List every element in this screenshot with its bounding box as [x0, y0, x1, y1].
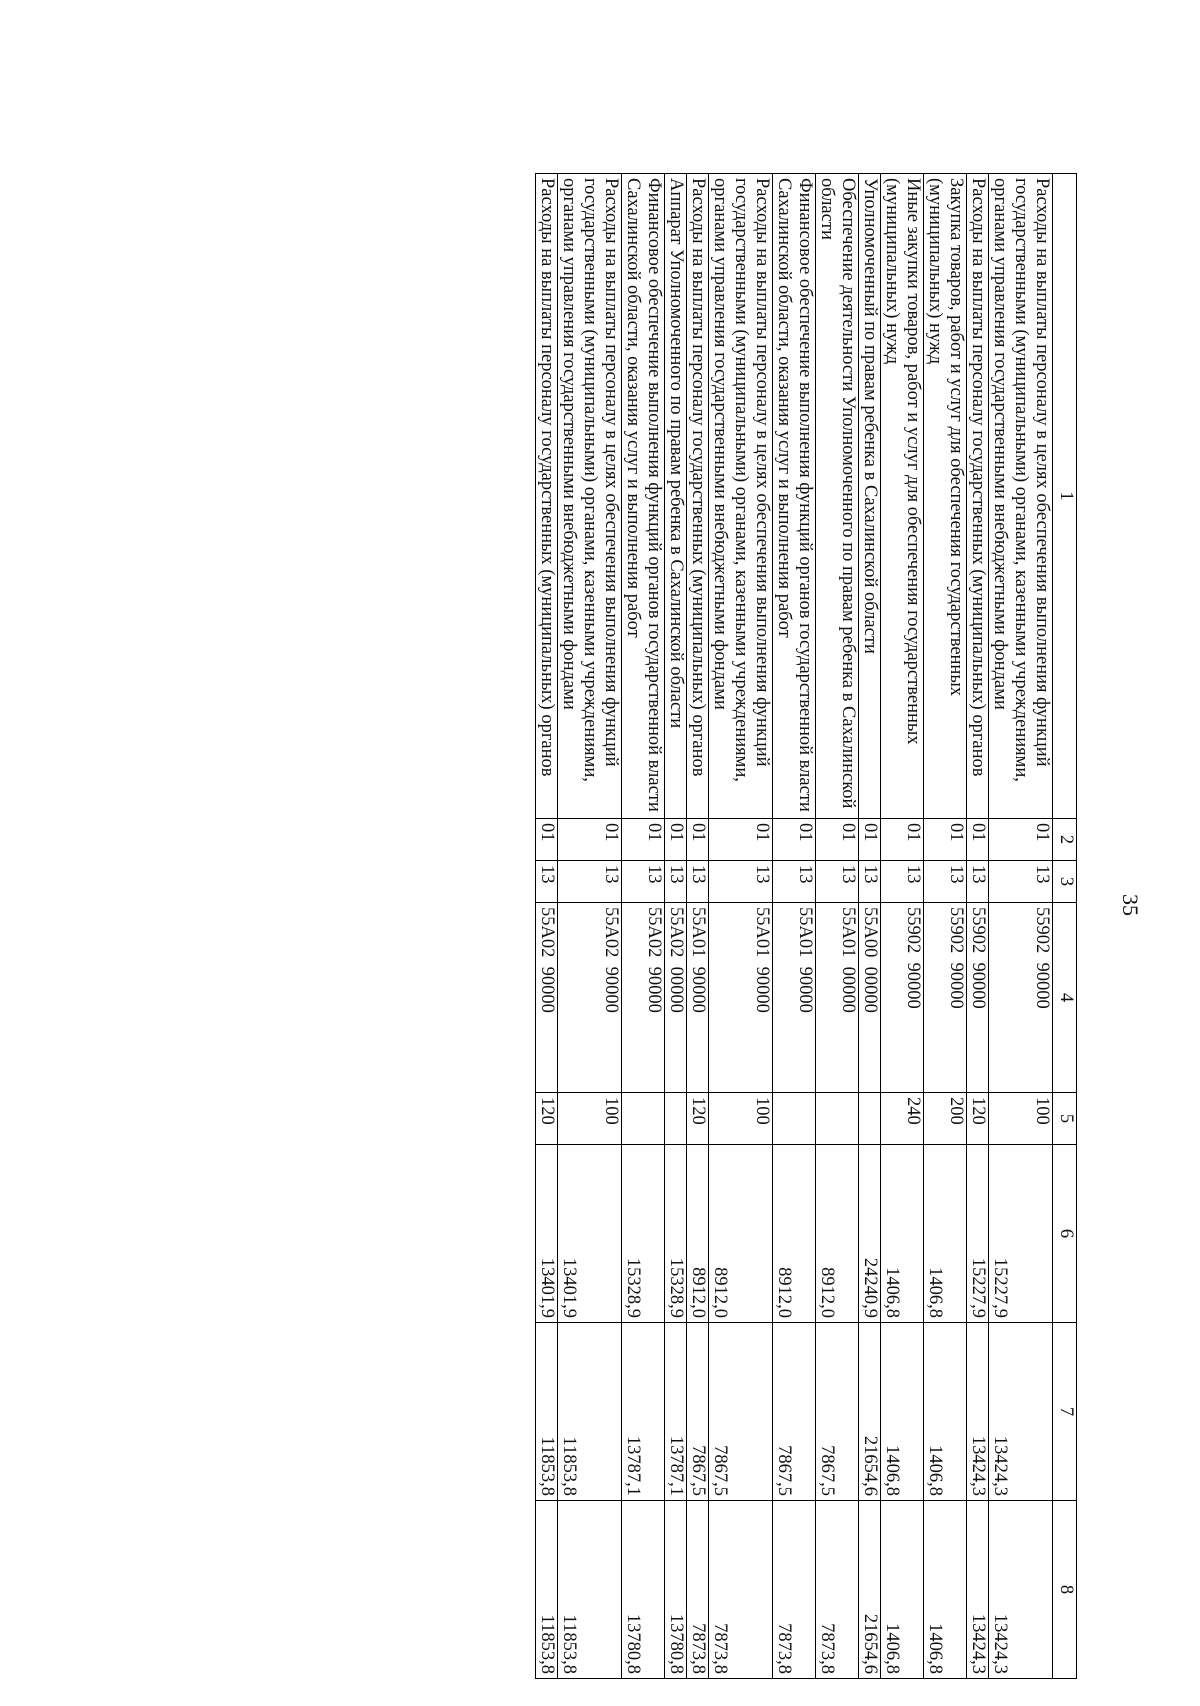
- expense-name-cell: Уполномоченный по правам ребенка в Сахалинской области: [859, 174, 881, 819]
- subsection-code-cell: 13: [881, 861, 924, 903]
- amount-col8-cell: 21654,6: [859, 1501, 881, 1679]
- section-code-cell: 01: [773, 819, 816, 861]
- subsection-code-cell: 13: [709, 861, 773, 903]
- amount-col8-cell: 13780,8: [622, 1501, 665, 1679]
- amount-col8-cell: 1406,8: [881, 1501, 924, 1679]
- column-header: 4: [1053, 903, 1077, 1093]
- section-code-cell: 01: [558, 819, 622, 861]
- section-code-cell: 01: [924, 819, 967, 861]
- subsection-code-cell: 13: [665, 861, 687, 903]
- section-code-cell: 01: [687, 819, 709, 861]
- column-header: 3: [1053, 861, 1077, 903]
- amount-col7-cell: 7867,5: [687, 1323, 709, 1501]
- expense-name-cell: Обеспечение деятельности Уполномоченного по правам ребенка в Сахалинской области: [816, 174, 859, 819]
- amount-col6-cell: 15227,9: [989, 1145, 1053, 1323]
- target-article-cell: 55902 90000: [967, 903, 989, 1093]
- amount-col6-cell: 13401,9: [536, 1145, 558, 1323]
- section-code-cell: 01: [989, 819, 1053, 861]
- amount-col8-cell: 7873,8: [773, 1501, 816, 1679]
- table-row: [622, 174, 665, 1679]
- budget-table-rotated: [247, 173, 1077, 1678]
- amount-col7-cell: 7867,5: [709, 1323, 773, 1501]
- expense-name-cell: Расходы на выплаты персоналу в целях обеспечения выполнения функций государственными (муниципальными) органами, казенными учреждениями, органами управления государственными внебюджетными фондами: [709, 174, 773, 819]
- amount-col6-cell: 8912,0: [773, 1145, 816, 1323]
- table-row: [773, 174, 816, 1679]
- expense-type-cell: [622, 1093, 665, 1145]
- amount-col7-cell: 7867,5: [816, 1323, 859, 1501]
- expense-type-cell: 120: [687, 1093, 709, 1145]
- table-row: [989, 174, 1053, 1679]
- expense-type-cell: 200: [924, 1093, 967, 1145]
- target-article-cell: 55902 90000: [989, 903, 1053, 1093]
- section-code-cell: 01: [622, 819, 665, 861]
- amount-col6-cell: 15328,9: [622, 1145, 665, 1323]
- expense-name-cell: Расходы на выплаты персоналу государственных (муниципальных) органов: [536, 174, 558, 819]
- expense-type-cell: [665, 1093, 687, 1145]
- expense-name-cell: Расходы на выплаты персоналу государственных (муниципальных) органов: [687, 174, 709, 819]
- expense-type-cell: 120: [536, 1093, 558, 1145]
- amount-col6-cell: 15328,9: [665, 1145, 687, 1323]
- expense-name-cell: Расходы на выплаты персоналу в целях обеспечения выполнения функций государственными (муниципальными) органами, казенными учреждениями, органами управления государственными внебюджетными фондами: [989, 174, 1053, 819]
- amount-col7-cell: 13787,1: [665, 1323, 687, 1501]
- amount-col8-cell: 11853,8: [558, 1501, 622, 1679]
- target-article-cell: 55А01 00000: [816, 903, 859, 1093]
- target-article-cell: 55А00 00000: [859, 903, 881, 1093]
- expense-name-cell: Иные закупки товаров, работ и услуг для обеспечения государственных (муниципальных) нужд: [881, 174, 924, 819]
- table-row: [536, 174, 558, 1679]
- amount-col7-cell: 13787,1: [622, 1323, 665, 1501]
- table-row: [816, 174, 859, 1679]
- table-row: [558, 174, 622, 1679]
- amount-col6-cell: 8912,0: [687, 1145, 709, 1323]
- amount-col8-cell: 7873,8: [816, 1501, 859, 1679]
- amount-col8-cell: 13780,8: [665, 1501, 687, 1679]
- amount-col7-cell: 13424,3: [989, 1323, 1053, 1501]
- budget-table: [535, 173, 1077, 1679]
- subsection-code-cell: 13: [967, 861, 989, 903]
- amount-col8-cell: 7873,8: [709, 1501, 773, 1679]
- subsection-code-cell: 13: [924, 861, 967, 903]
- amount-col6-cell: 8912,0: [816, 1145, 859, 1323]
- subsection-code-cell: 13: [859, 861, 881, 903]
- amount-col7-cell: 13424,3: [967, 1323, 989, 1501]
- section-code-cell: 01: [967, 819, 989, 861]
- subsection-code-cell: 13: [558, 861, 622, 903]
- amount-col6-cell: 13401,9: [558, 1145, 622, 1323]
- subsection-code-cell: 13: [536, 861, 558, 903]
- expense-type-cell: 100: [709, 1093, 773, 1145]
- section-code-cell: 01: [859, 819, 881, 861]
- expense-name-cell: Финансовое обеспечение выполнения функций органов государственной власти Сахалинской области, оказания услуг и выполнения работ: [773, 174, 816, 819]
- subsection-code-cell: 13: [622, 861, 665, 903]
- amount-col7-cell: 11853,8: [536, 1323, 558, 1501]
- amount-col7-cell: 1406,8: [924, 1323, 967, 1501]
- amount-col6-cell: 1406,8: [924, 1145, 967, 1323]
- expense-name-cell: Расходы на выплаты персоналу государственных (муниципальных) органов: [967, 174, 989, 819]
- table-row: [967, 174, 989, 1679]
- table-header-row: [1053, 174, 1077, 1679]
- expense-name-cell: Закупка товаров, работ и услуг для обеспечения государственных (муниципальных) нужд: [924, 174, 967, 819]
- expense-type-cell: 100: [989, 1093, 1053, 1145]
- target-article-cell: 55А02 90000: [622, 903, 665, 1093]
- expense-name-cell: Финансовое обеспечение выполнения функций органов государственной власти Сахалинской области, оказания услуг и выполнения работ: [622, 174, 665, 819]
- amount-col8-cell: 11853,8: [536, 1501, 558, 1679]
- target-article-cell: 55А01 90000: [773, 903, 816, 1093]
- table-row: [859, 174, 881, 1679]
- amount-col7-cell: 1406,8: [881, 1323, 924, 1501]
- amount-col8-cell: 13424,3: [967, 1501, 989, 1679]
- expense-type-cell: 240: [881, 1093, 924, 1145]
- expense-name-cell: Аппарат Уполномоченного по правам ребенка в Сахалинской области: [665, 174, 687, 819]
- column-header: 5: [1053, 1093, 1077, 1145]
- target-article-cell: 55А01 90000: [687, 903, 709, 1093]
- subsection-code-cell: 13: [989, 861, 1053, 903]
- subsection-code-cell: 13: [687, 861, 709, 903]
- subsection-code-cell: 13: [773, 861, 816, 903]
- section-code-cell: 01: [536, 819, 558, 861]
- column-header: 1: [1053, 174, 1077, 819]
- expense-type-cell: 100: [558, 1093, 622, 1145]
- page-number: 35: [1118, 894, 1143, 916]
- target-article-cell: 55902 90000: [924, 903, 967, 1093]
- table-row: [709, 174, 773, 1679]
- target-article-cell: 55А01 90000: [709, 903, 773, 1093]
- expense-type-cell: 120: [967, 1093, 989, 1145]
- section-code-cell: 01: [709, 819, 773, 861]
- column-header: 8: [1053, 1501, 1077, 1679]
- amount-col7-cell: 7867,5: [773, 1323, 816, 1501]
- subsection-code-cell: 13: [816, 861, 859, 903]
- expense-type-cell: [773, 1093, 816, 1145]
- amount-col6-cell: 8912,0: [709, 1145, 773, 1323]
- table-row: [687, 174, 709, 1679]
- table-row: [665, 174, 687, 1679]
- amount-col8-cell: 13424,3: [989, 1501, 1053, 1679]
- amount-col6-cell: 1406,8: [881, 1145, 924, 1323]
- target-article-cell: 55А02 00000: [665, 903, 687, 1093]
- table-row: [881, 174, 924, 1679]
- column-header: 6: [1053, 1145, 1077, 1323]
- expense-type-cell: [816, 1093, 859, 1145]
- section-code-cell: 01: [881, 819, 924, 861]
- section-code-cell: 01: [816, 819, 859, 861]
- table-body: [536, 174, 1053, 1679]
- amount-col7-cell: 11853,8: [558, 1323, 622, 1501]
- amount-col8-cell: 1406,8: [924, 1501, 967, 1679]
- column-header: 2: [1053, 819, 1077, 861]
- target-article-cell: 55А02 90000: [558, 903, 622, 1093]
- expense-name-cell: Расходы на выплаты персоналу в целях обеспечения выполнения функций государственными (муниципальными) органами, казенными учреждениями, органами управления государственными внебюджетными фондами: [558, 174, 622, 819]
- amount-col6-cell: 24240,9: [859, 1145, 881, 1323]
- column-header: 7: [1053, 1323, 1077, 1501]
- expense-type-cell: [859, 1093, 881, 1145]
- section-code-cell: 01: [665, 819, 687, 861]
- amount-col6-cell: 15227,9: [967, 1145, 989, 1323]
- amount-col7-cell: 21654,6: [859, 1323, 881, 1501]
- table-row: [924, 174, 967, 1679]
- target-article-cell: 55902 90000: [881, 903, 924, 1093]
- target-article-cell: 55А02 90000: [536, 903, 558, 1093]
- amount-col8-cell: 7873,8: [687, 1501, 709, 1679]
